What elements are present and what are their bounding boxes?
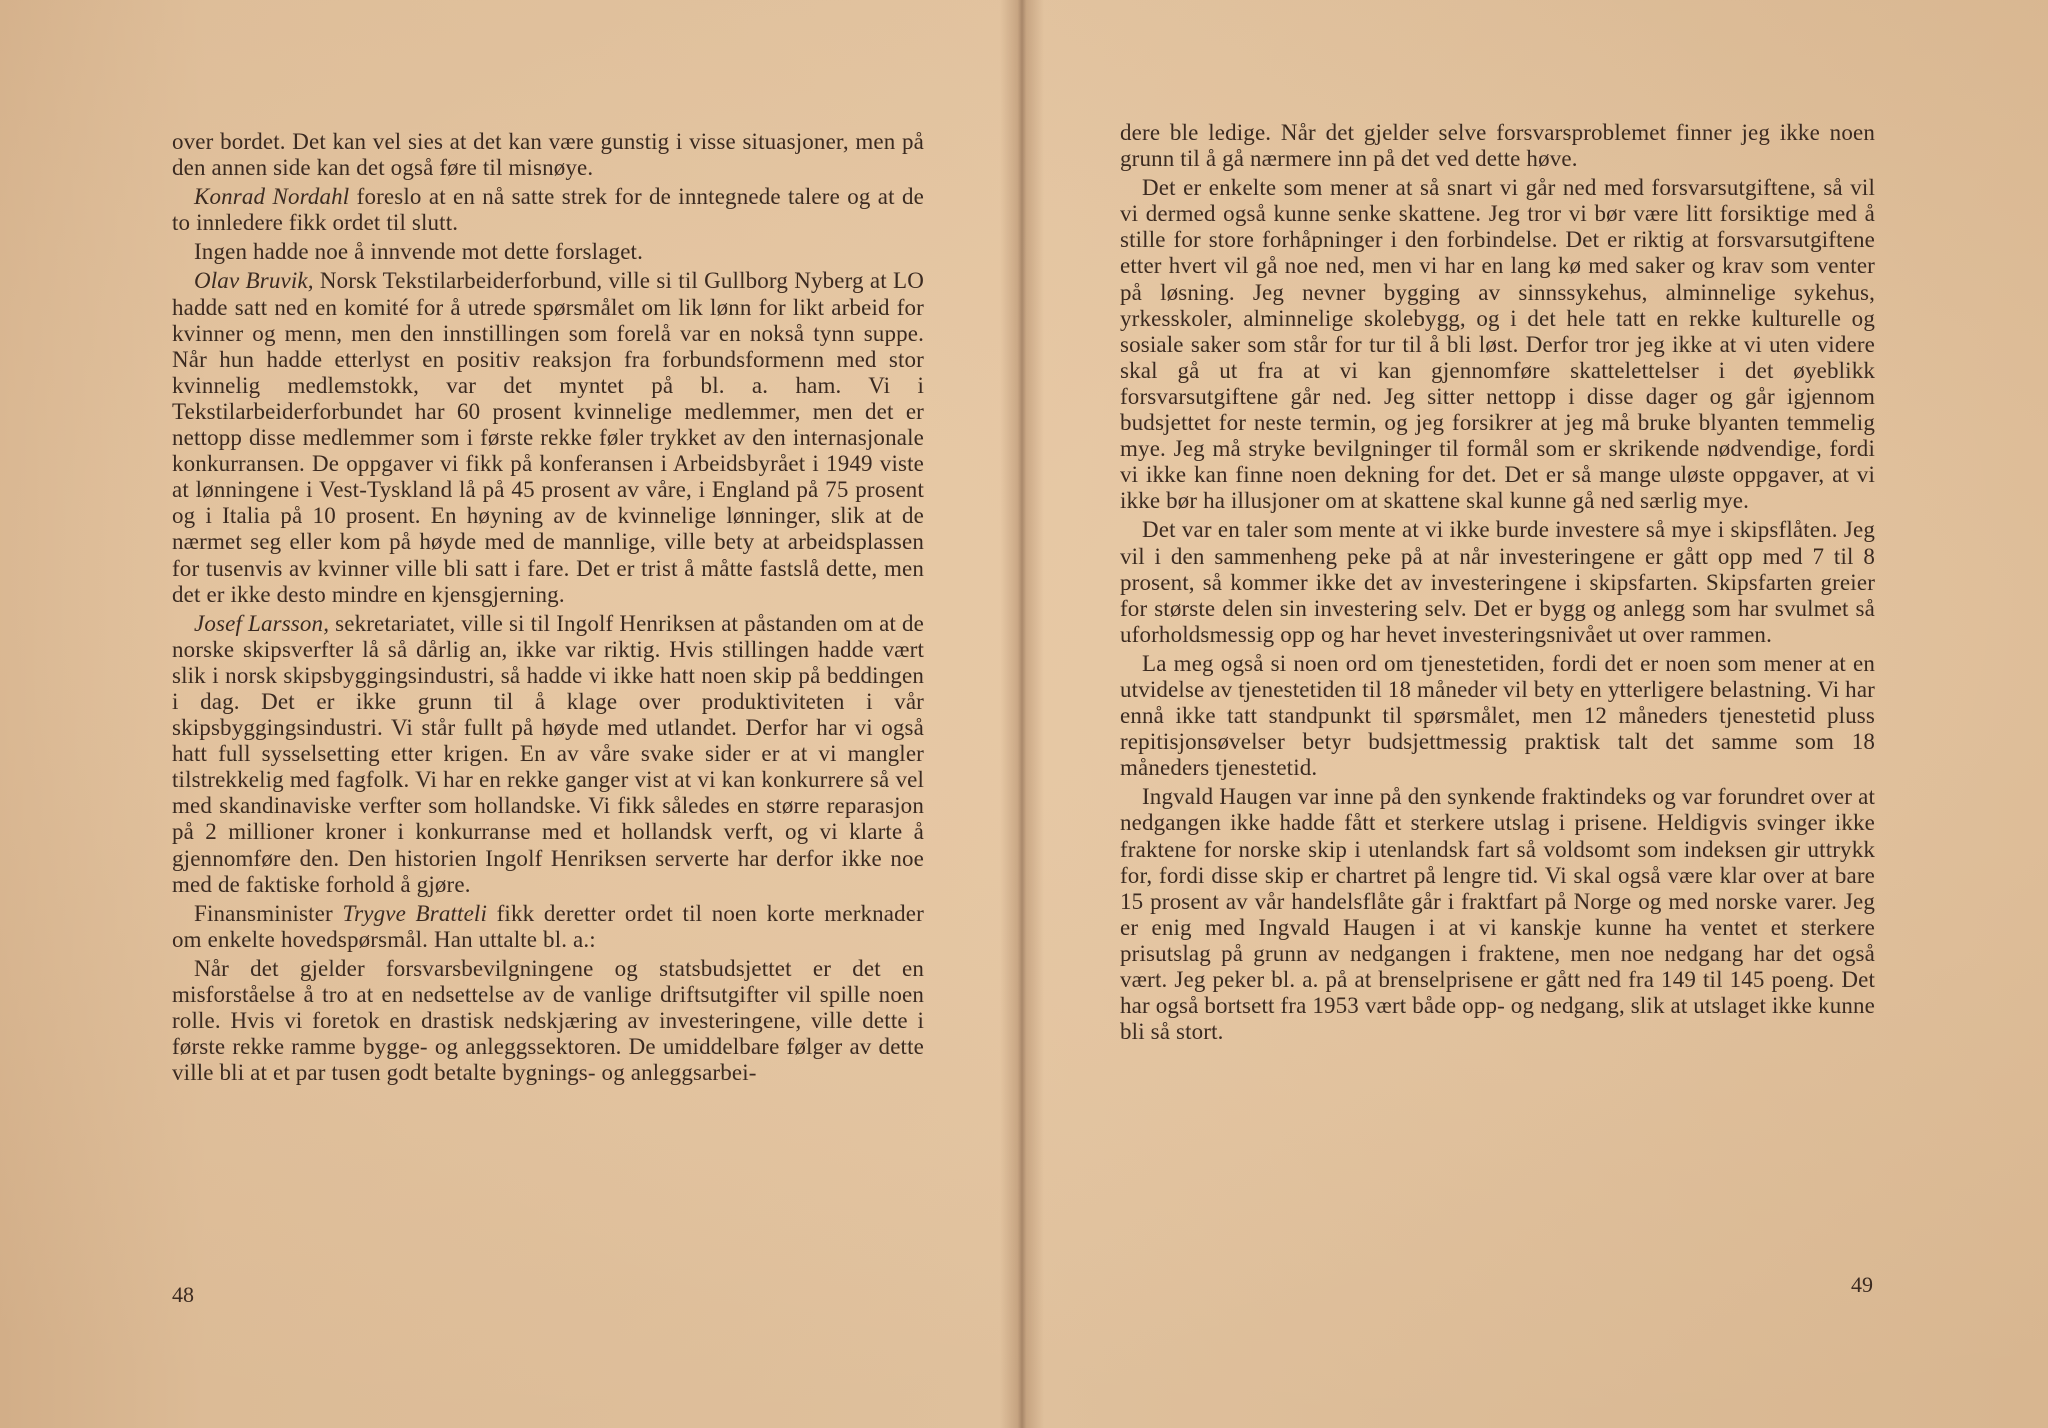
paragraph-text: Ingvald Haugen var inne på den synkende fraktindeks og var forundret over at nedgangen ikke hadde fått et sterkere utslag i prisene. Heldigvis svinger ikke fraktene for norske skip i utenlandsk fart så voldsomt som indeksen gir uttrykk for, fordi disse skip er chartret på lengre tid. Vi skal også være klar over at bare 15 prosent av vår handelsflåte går i fraktfart på Norge og med norske varer. Jeg er enig med Ingvald Haugen i at vi kanskje kunne ha ventet et sterkere prisutslag på grunn av nedgangen i fraktene, men noe nedgang har det også vært. Jeg peker bl. a. på at brenselprisene er gått ned fra 149 til 145 poeng. Det har også bortsett fra 1953 vært både opp- og nedgang, slik at utslaget ikke kunne bli så stort. [1120,784,1876,1045]
paragraph [1120,784,1875,1045]
right-page-number: 49 [1851,1272,1873,1297]
paragraph [172,611,924,898]
right-page-text [1120,120,1875,1045]
paragraph [1120,517,1875,647]
paragraph [1120,651,1875,781]
paragraph [172,129,924,181]
paragraph-text: sekretariatet, ville si til Ingolf Henriksen at påstanden om at de norske skipsverfter lå så dårlig an, ikke var riktig. Hvis stillingen hadde vært slik i norsk skipsbyggingsindustri, så hadde vi ikke hatt noen skip på beddingen i dag. Det er ikke grunn til å klage over produktiviteten i vår skipsbyggingsindustri. Vi står fullt på høyde med utlandet. Derfor har vi også hatt full sysselsetting etter krigen. En av våre svake sider er at vi mangler tilstrekkelig med fagfolk. Vi har en rekke ganger vist at vi kan konkurrere så vel med skandinaviske verfter som hollandske. Vi fikk således en større reparasjon på 2 millioner kroner i konkurranse med et hollandsk verft, og vi klarte å gjennomføre den. Den historien Ingolf Henriksen serverte har derfor ikke noe med de faktiske forhold å gjøre. [172,610,924,897]
paragraph-text: foreslo at en nå satte strek for de inntegnede talere og at de to innledere fikk ordet til slutt. [172,184,924,236]
paragraph-text: Ingen hadde noe å innvende mot dette forslaget. [194,239,644,265]
speaker-name: Josef Larsson, [194,610,330,636]
speaker-name: Trygve Bratteli [342,900,488,926]
paragraph-text: dere ble ledige. Når det gjelder selve forsvarsproblemet finner jeg ikke noen grunn til å gå nærmere inn på det ved dette høve. [1120,120,1875,172]
left-page [0,0,1020,1428]
paragraph [1120,175,1875,514]
paragraph [172,239,924,265]
paragraph-text: La meg også si noen ord om tjenestetiden, fordi det er noen som mener at en utvidelse av tjenestetiden til 18 måneder vil bety en ytterligere belastning. Vi har ennå ikke tatt standpunkt til spørsmålet, men 12 måneders tjenestetid pluss repitisjonsøvelser betyr budsjettmessig praktisk talt det samme som 18 måneders tjenestetid. [1120,650,1875,781]
paragraph-text: over bordet. Det kan vel sies at det kan være gunstig i visse situasjoner, men på den annen side kan det også føre til misnøye. [172,129,924,181]
paragraph-text: Finansminister [194,900,343,926]
paragraph-text: fikk deretter ordet til noen korte merknader om enkelte hovedspørsmål. Han uttalte bl. a.: [172,900,924,952]
left-page-number: 48 [172,1282,194,1307]
speaker-name: Konrad Nordahl [194,184,350,210]
paragraph-text: Når det gjelder forsvarsbevilgningene og statsbudsjettet er det en misforståelse å tro at en nedsettelse av de vanlige driftsutgifter vil spille noen rolle. Hvis vi foretok en drastisk nedskjæring av investeringene, ville dette i første rekke ramme bygge- og anleggssektoren. De umiddelbare følger av dette ville bli at et par tusen godt betalte bygnings- og anleggsarbei- [172,955,924,1086]
paragraph [172,956,924,1086]
paragraph [172,901,924,953]
speaker-name: Olav Bruvik, [194,268,314,294]
left-page-text [172,129,924,1086]
paragraph [1120,120,1875,172]
paragraph-text: Det er enkelte som mener at så snart vi går ned med forsvarsutgiftene, så vil vi dermed også kunne senke skattene. Jeg tror vi bør være litt forsiktige med å stille for store forhåpninger i den forbindelse. Det er riktig at forsvarsutgiftene etter hvert vil gå noe ned, men vi har en lang kø med saker og krav som venter på løsning. Jeg nevner bygging av sinnssykehus, alminnelige sykehus, yrkesskoler, alminnelige skolebygg, og i det hele tatt en rekke kulturelle og sosiale saker som står for tur til å bli løst. Derfor tror jeg ikke at vi uten videre skal gå ut fra at vi kan gjennomføre skattelettelser i det øyeblikk forsvarsutgiftene går ned. Jeg sitter nettopp i disse dager og går igjennom budsjettet for neste termin, og jeg forsikrer at jeg må bruke blyanten temmelig mye. Jeg må stryke bevilgninger til formål som er skrikende nødvendige, fordi vi ikke kan finne noen dekning for det. Det er så mange uløste oppgaver, at vi ikke bør ha illusjoner om at skattene skal kunne gå ned særlig mye. [1120,175,1875,514]
right-page [1024,0,2048,1428]
paragraph [172,268,924,607]
paragraph [172,184,924,236]
paragraph-text: Det var en taler som mente at vi ikke burde investere så mye i skipsflåten. Jeg vil i den sammenheng peke på at når investeringene er gått opp med 7 til 8 prosent, så kommer ikke det av investeringene i skipsfarten. Skipsfarten greier for største delen sin investering selv. Det er bygg og anlegg som har svulmet så uforholdsmessig opp og har hevet investeringsnivået ut over rammen. [1120,517,1875,647]
paragraph-text: Norsk Tekstilarbeiderforbund, ville si til Gullborg Nyberg at LO hadde satt ned en komité for å utrede spørsmålet om lik lønn for likt arbeid for kvinner og menn, men den innstillingen som forelå var en nokså tynn suppe. Når hun hadde etterlyst en positiv reaksjon fra forbundsformenn med stor kvinnelig medlemstokk, var det myntet på bl. a. ham. Vi i Tekstilarbeiderforbundet har 60 prosent kvinnelige medlemmer, men det er nettopp disse medlemmer som i første rekke føler trykket av den internasjonale konkurransen. De oppgaver vi fikk på konferansen i Arbeidsbyrået i 1949 viste at lønningene i Vest-Tyskland lå på 45 prosent av våre, i England på 75 prosent og i Italia på 10 prosent. En høyning av de kvinnelige lønninger, slik at de nærmet seg eller kom på høyde med de mannlige, ville bety at arbeidsplassen for tusenvis av kvinner ville bli satt i fare. Det er trist å måtte fastslå dette, men det er ikke desto mindre en kjensgjerning. [172,268,924,607]
